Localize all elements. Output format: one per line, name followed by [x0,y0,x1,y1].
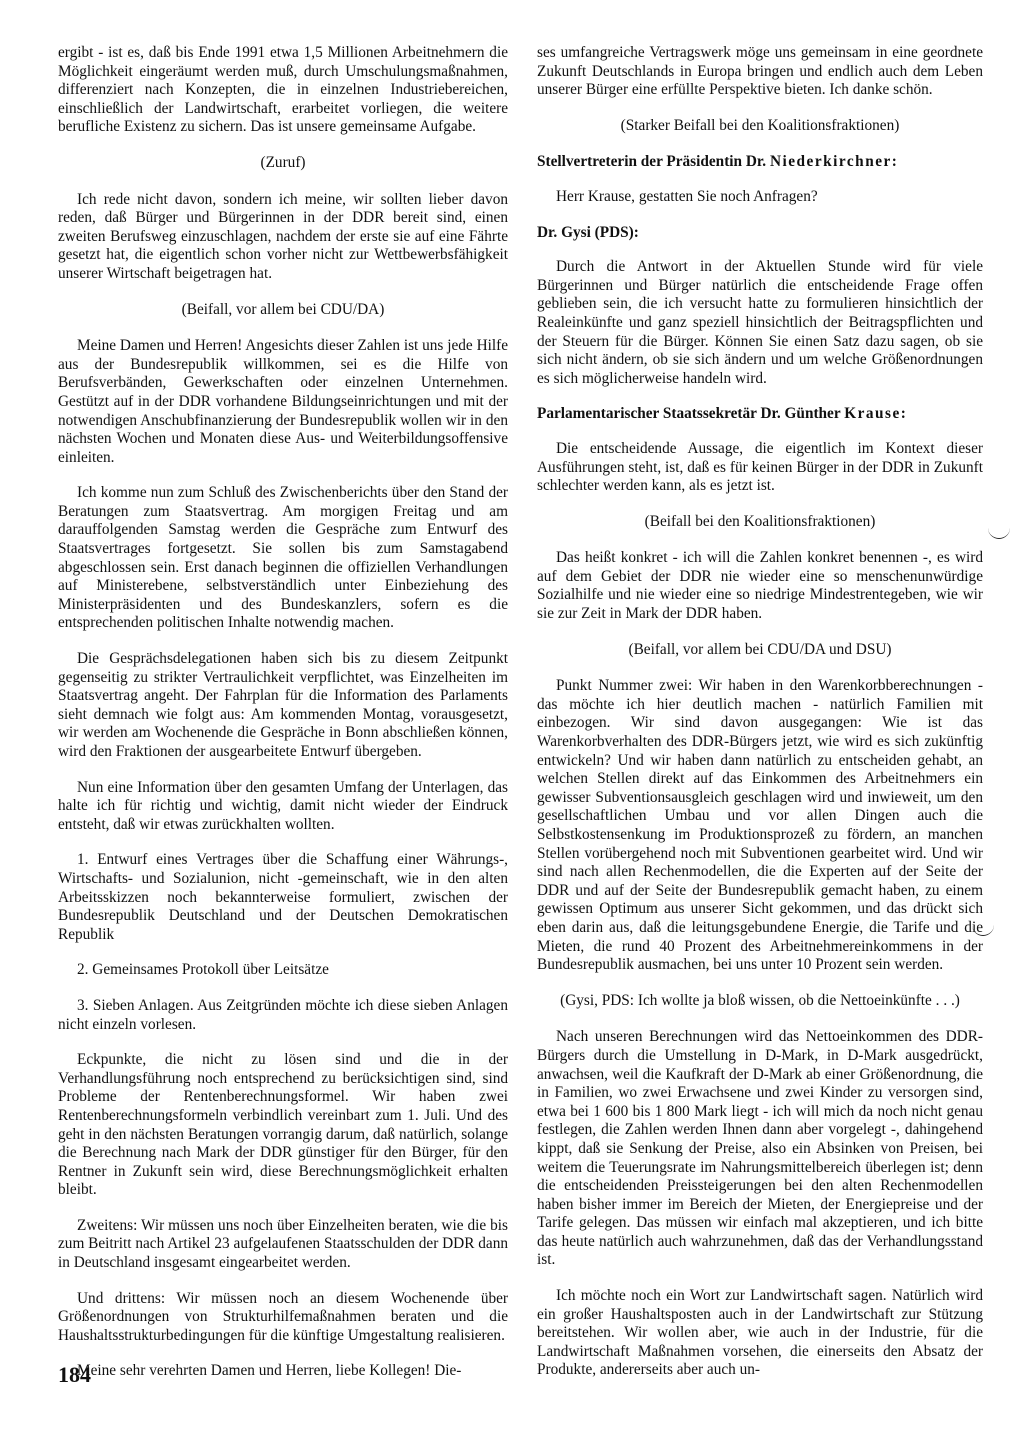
paragraph: Und drittens: Wir müssen noch an diesem Wochenende über Größenordnungen von Strukturhilfemaßnahmen beraten und die Haushaltsstrukturbedingungen für die künftige Umgestaltung realisieren. [58,1289,508,1344]
speaker-name: Niederkirchner [769,153,892,171]
interjection: (Starker Beifall bei den Koalitionsfraktionen) [620,116,900,134]
left-column [58,44,508,1398]
paragraph: Ich komme nun zum Schluß des Zwischenberichts über den Stand der Beratungen zum Staatsvertrag. Am morgigen Freitag und am darauffolgenden Samstag werden die Gespräche zum Entwurf des Staatsvertrages fortgesetzt. Sie sollen bis zum Samstagabend abgeschlossen sein. Erst danach beginnen die offiziellen Verhandlungen auf Ministerebene, selbstverständlich unter Einbeziehung des Ministerpräsidenten und des Bundeskanzlers, sofern es die entsprechenden politischen Inhalte notwendig machen. [58,484,508,632]
speaker-name: Krause [844,405,901,423]
speaker-title: Stellvertreterin der Präsidentin Dr. [537,153,770,171]
paragraph: Meine sehr verehrten Damen und Herren, liebe Kollegen! Die- [77,1362,462,1380]
speaker-heading [537,224,983,243]
paragraph: 3. Sieben Anlagen. Aus Zeitgründen möchte ich diese sieben Anlagen nicht einzeln vorlesen. [58,996,508,1033]
paragraph: Eckpunkte, die nicht zu lösen sind und die in der Verhandlungsführung noch entsprechend zu berücksichtigen sind, sind Probleme der Rentenberechnungsformel. Wir haben zwei Rentenberechnungsformeln verbindlich vereinbart zum 1. Juli. Und des geht in den nächsten Beratungen vorrangig darum, daß natürlich, solange die Berechnung nach Mark der DDR günstiger für den Bürger, für den Rentner in Zukunft sein wird, diese Berechnungsmöglichkeit erhalten bleibt. [58,1051,508,1199]
speaker-colon: : [891,153,897,171]
page-number: 184 [58,1362,91,1387]
paragraph: ses umfangreiche Vertragswerk möge uns gemeinsam in eine geordnete Zukunft Deutschlands in Europa bringen und endlich auch dem Leben unserer Bürger eine erfüllte Perspektive bieten. Ich danke schön. [537,44,983,99]
paragraph: Die Gesprächsdelegationen haben sich bis zu diesem Zeitpunkt gegenseitig zu strikter Vertraulichkeit verpflichtet, was Einzelheiten im Staatsvertrag angeht. Der Fahrplan für die Information des Parlaments sieht demnach wie folgt aus: Am kommenden Montag, vorausgesetzt, wir werden am Wochenende die Gespräche in Bonn abschließen können, wird den Fraktionen der ausgearbeitete Entwurf übergeben. [58,650,508,760]
paragraph: Meine Damen und Herren! Angesichts dieser Zahlen ist uns jede Hilfe aus der Bundesrepublik willkommen, sei es die Hilfe von Berufsverbänden, Gewerkschaften oder einzelnen Unternehmen. Gestützt auf in der DDR vorhandene Bildungseinrichtungen und mit der notwendigen Anschubfinanzierung der Bundesrepublik wollen wir in den nächsten Wochen und Monaten diese Aus- und Weiterbildungsoffensive einleiten. [58,337,508,466]
paragraph: Nach unseren Berechnungen wird das Nettoeinkommen des DDR-Bürgers durch die Umstellung in D-Mark, in D-Mark ausgedrückt, anwachsen, weil die Kaufkraft der D-Mark ab einer Größenordnung, die in Familien, wo zwei Erwachsene und zwei Kinder zu versorgen sind, etwa bei 1 600 bis 1 800 Mark liegt - ich will mich da noch nicht genau festlegen, die Zahlen werden Ihnen dann aber vorgelegt -, dahingehend kippt, daß sie Senkung der Preise, also ein Absinken von Preisen, bei weitem die Teuerungsrate im Nahrungsmittelbereich überlegen ist; denn die entscheidenden Preissteigerungen bei den alten Rechenmodellen haben bisher immer im Bereich der Mieten, der Energiepreise und der Tarife gelegen. Das müssen wir einfach mal akzeptieren, und ich bitte das heute natürlich auch wahrzunehmen, daß das der Verhandlungsstand ist. [537,1028,983,1269]
interjection: (Beifall, vor allem bei CDU/DA) [181,300,385,318]
interjection: (Zuruf) [260,153,306,171]
right-column [537,44,983,1397]
paragraph: Durch die Antwort in der Aktuellen Stunde wird für viele Bürgerinnen und Bürger natürlich die entscheidende Frage offen geblieben sein, die ich versucht hatte zu formulieren hinsichtlich der Realeinkünfte und ganz speziell hinsichtlich der Beitragspflichten und der Steuern für die Bürger. Können Sie einen Satz dazu sagen, ob sie sich nicht ändern, ob sie sich ändern und um welche Größenordnungen es sich möglicherweise handeln wird. [537,258,983,387]
paragraph: Ich möchte noch ein Wort zur Landwirtschaft sagen. Natürlich wird ein großer Haushaltsposten auch in der Landwirtschaft zur Stützung bereitstehen. Wir wollen aber, wie auch in der Industrie, für die Landwirtschaft Maßnahmen vorsehen, die einerseits den Absatz der Produkte, andererseits aber auch un- [537,1287,983,1379]
interjection: (Beifall, vor allem bei CDU/DA und DSU) [628,640,892,658]
paragraph: 2. Gemeinsames Protokoll über Leitsätze [77,961,329,979]
interjection: (Beifall bei den Koalitionsfraktionen) [644,512,876,530]
speaker-heading [537,153,983,172]
speaker-title: Parlamentarischer Staatssekretär Dr. Günther [537,405,845,423]
margin-mark [988,528,1010,539]
interjection: (Gysi, PDS: Ich wollte ja bloß wissen, ob die Nettoeinkünfte . . .) [560,991,960,1009]
speaker-heading [537,405,983,424]
paragraph: Die entscheidende Aussage, die eigentlich im Kontext dieser Ausführungen steht, ist, daß es für keinen Bürger in der DDR in Zukunft schlechter werden kann, als es jetzt ist. [537,439,983,495]
paragraph: Zweitens: Wir müssen uns noch über Einzelheiten beraten, wie die bis zum Beitritt nach Artikel 23 aufgelaufenen Staatsschulden der DDR dann in Deutschland insgesamt eingearbeitet werden. [58,1216,508,1272]
paragraph: Das heißt konkret - ich will die Zahlen konkret benennen -, es wird auf dem Gebiet der DDR nie wieder eine so menschenunwürdige Sozialhilfe und nie wieder eine so niedrige Mindestrentegeben, wie wir sie zur Zeit in Mark der DDR haben. [537,549,983,623]
speaker-title: Dr. Gysi (PDS): [537,223,639,241]
paragraph: 1. Entwurf eines Vertrages über die Schaffung einer Währungs-, Wirtschafts- und Sozialunion, nicht -gemeinschaft, wie in den alten Arbeitsskizzen noch bekannterweise formuliert, zwischen der Bundesrepublik Deutschland und der Deutschen Demokratischen Republik [58,851,508,943]
speaker-colon: : [900,405,906,423]
paragraph: Herr Krause, gestatten Sie noch Anfragen? [556,187,818,205]
paragraph: ergibt - ist es, daß bis Ende 1991 etwa 1,5 Millionen Arbeitnehmern die Möglichkeit eingeräumt werden muß, durch Umschulungsmaßnahmen, differenziert nach Konzepten, die in einzelnen Industriebereichen, einschließlich der Landwirtschaft, erarbeitet vorliegen, die weitere berufliche Existenz zu sichern. Das ist unsere gemeinsame Aufgabe. [58,44,508,136]
paragraph: Punkt Nummer zwei: Wir haben in den Warenkorbberechnungen - das möchte ich hier deutlich machen - natürlich Familien mit einbezogen. Wir sind davon ausgegangen: Wie ist das Warenkorbverhalten des DDR-Bürgers jetzt, wie wird es sich zukünftig entwickeln? Und wir haben dann natürlich zu entscheiden gehabt, an welchen Stellen direkt auf das Einkommen des Arbeitnehmers ein gewisser Subventionsausgleich geschlagen wird und inwieweit, um den gesellschaftlichen Umbau und vor allen Dingen auch die Selbstkostensenkung im Produktionsprozeß zu fördern, an manchen Stellen vorübergehend noch mit Subventionen gearbeitet wird. Und wir sind nach allen Rechenmodellen, die die Experten auf der Seite der DDR und auf der Seite der Bundesrepublik gemacht haben, zu einem gewissen Optimum aus unserer Sicht gekommen, und das drückt sich eben darin aus, daß die leitungsgebundene Energie, die Tarife und die Mieten, die rund 40 Prozent des Arbeitnehmereinkommens in der Bundesrepublik ausmachen, bei uns unter 10 Prozent sein werden. [537,677,983,974]
paragraph: Nun eine Information über den gesamten Umfang der Unterlagen, das halte ich für richtig und wichtig, damit nicht wieder der Eindruck entsteht, daß wir etwas zurückhalten wollten. [58,778,508,833]
paragraph: Ich rede nicht davon, sondern ich meine, wir sollten lieber davon reden, daß Bürger und Bürgerinnen in der DDR bereit sind, einen zweiten Berufsweg einzuschlagen, nachdem der erste sie auf eine Fährte gesetzt hat, die eigentlich schon vorher nicht zur Wettbewerbsfähigkeit unserer Wirtschaft beigetragen hat. [58,190,508,282]
